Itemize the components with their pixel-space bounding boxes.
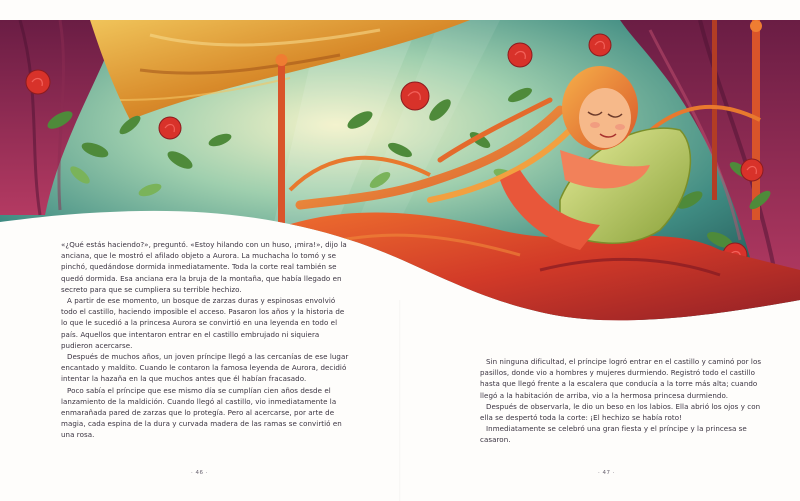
right-paragraph-3: Inmediatamente se celebró una gran fiesta y el príncipe y la princesa se casaron.	[480, 424, 747, 445]
right-page-number: · 47 ·	[598, 470, 615, 476]
left-paragraph-2: A partir de ese momento, un bosque de zarzas duras y espinosas envolvió todo el castillo, haciendo imposible el acceso. Pasaron los años y la historia de lo que le sucedió a la princesa Aurora se convirtió en una leyenda en todo el país. Aquellos que intentaron entrar en el castillo embrujado ni siquiera pudieron acercarse.	[61, 296, 345, 350]
right-page-text	[480, 356, 770, 446]
left-paragraph-3: Después de muchos años, un joven príncipe llegó a las cercanías de ese lugar encantado y maldito. Cuando le contaron la famosa leyenda de Aurora, decidió intentar la hazaña en la que muchos antes que él habían fracasado.	[61, 352, 349, 384]
left-page-number: · 46 ·	[191, 470, 208, 476]
right-paragraph-2: Después de observarla, le dio un beso en los labios. Ella abrió los ojos y con ella se despertó toda la corte: ¡El hechizo se había roto!	[480, 401, 761, 423]
left-paragraph-1: «¿Qué estás haciendo?», preguntó. «Estoy hilando con un huso, ¡mira!», dijo la anciana, que le mostró el afilado objeto a Aurora. La muchacha lo tomó y se pinchó, quedándose dormida inmediatamente. Toda la corte real también se quedó dormida. Esa anciana era la bruja de la montaña, que había llegado en secreto para que se cumpliera su terrible hechizo.	[61, 240, 347, 294]
book-gutter	[399, 300, 401, 501]
left-paragraph-4: Poco sabía el príncipe que ese mismo día se cumplían cien años desde el lanzamiento de la maldición. Cuando llegó al castillo, vio inmediatamente la enmarañada pared de zarzas que lo protegía. Pero al acercarse, por arte de magia, cada espina de la dura y curvada madera de las ramas se convirtió en una rosa.	[61, 385, 342, 440]
left-page-text	[61, 239, 351, 441]
right-paragraph-1: Sin ninguna dificultad, el príncipe logró entrar en el castillo y caminó por los pasillos, donde vio a hombres y mujeres durmiendo. Registró todo el castillo hasta que llegó frente a la escalera que conducía a la torre más alta; cuando llegó a la habitación de arriba, vio a la hermosa princesa durmiendo.	[480, 357, 762, 400]
